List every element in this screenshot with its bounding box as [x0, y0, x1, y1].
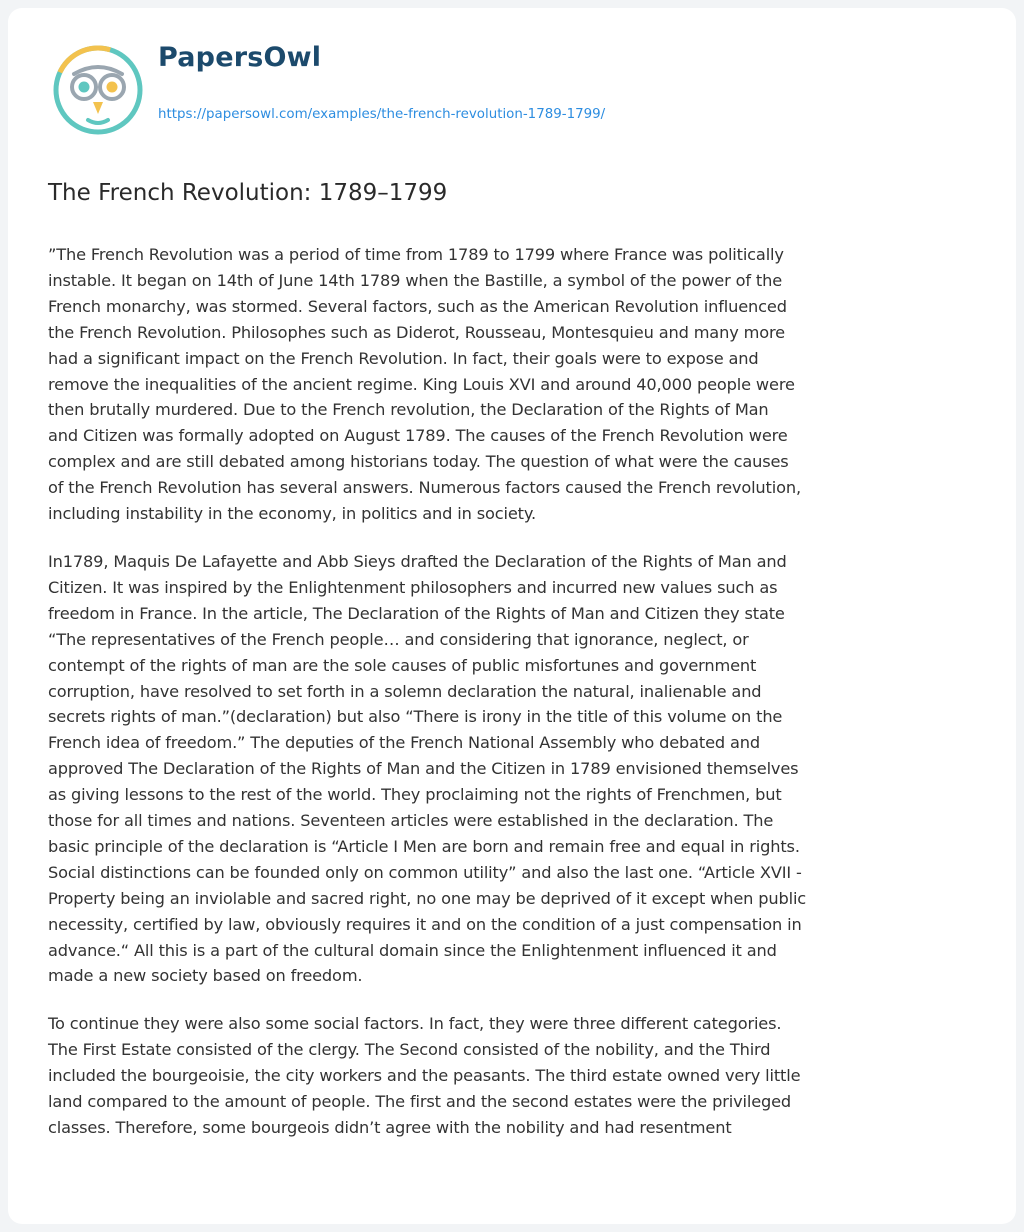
paragraph-1	[48, 242, 988, 527]
text-line: land compared to the amount of people. The first and the second estates were the privileged	[48, 1092, 792, 1112]
text-line: secrets rights of man.”(declaration) but also “There is irony in the title of this volume on the	[48, 707, 783, 727]
text-line: those for all times and nations. Seventeen articles were established in the declaration. The	[48, 811, 774, 831]
text-line: corruption, have resolved to set forth in a solemn declaration the natural, inalienable and	[48, 681, 762, 701]
owl-logo-icon[interactable]	[52, 44, 144, 136]
text-line: necessity, certified by law, obviously requires it and on the condition of a just compensation in	[48, 914, 802, 934]
text-line: of the French Revolution has several answers. Numerous factors caused the French revolution,	[48, 478, 801, 498]
text-line: freedom in France. In the article, The Declaration of the Rights of Man and Citizen they state	[48, 603, 785, 623]
text-line: Citizen. It was inspired by the Enlightenment philosophers and incurred new values such as	[48, 577, 778, 597]
text-line: French idea of freedom.” The deputies of the French National Assembly who debated and	[48, 733, 761, 753]
text-line: included the bourgeoisie, the city workers and the peasants. The third estate owned very little	[48, 1066, 801, 1086]
text-line: then brutally murdered. Due to the French revolution, the Declaration of the Rights of Man	[48, 400, 769, 420]
text-line: basic principle of the declaration is “Article I Men are born and remain free and equal in rights.	[48, 836, 800, 856]
text-line: made a new society based on freedom.	[48, 966, 363, 986]
paragraph-2	[48, 549, 988, 989]
text-line: Property being an inviolable and sacred right, no one may be deprived of it except when public	[48, 888, 807, 908]
text-line: “The representatives of the French people… and considering that ignorance, neglect, or	[48, 629, 749, 649]
text-line: classes. Therefore, some bourgeois didn’t agree with the nobility and had resentment	[48, 1118, 732, 1137]
text-line: remove the inequalities of the ancient regime. King Louis XVI and around 40,000 people were	[48, 374, 795, 394]
paragraph-3	[48, 1011, 988, 1141]
text-line: complex and are still debated among historians today. The question of what were the causes	[48, 452, 789, 472]
text-line: The First Estate consisted of the clergy. The Second consisted of the nobility, and the Third	[48, 1040, 771, 1060]
text-line: as giving lessons to the rest of the world. They proclaiming not the rights of Frenchmen, but	[48, 785, 782, 805]
text-line: including instability in the economy, in politics and in society.	[48, 504, 536, 524]
text-line: advance.“ All this is a part of the cultural domain since the Enlightenment influenced it and	[48, 940, 777, 960]
essay-body	[48, 242, 988, 1163]
essay-page	[8, 8, 1016, 1224]
text-line: To continue they were also some social factors. In fact, they were three different categories.	[48, 1014, 782, 1034]
text-line: ”The French Revolution was a period of time from 1789 to 1799 where France was politically	[48, 245, 784, 264]
text-line: contempt of the rights of man are the sole causes of public misfortunes and government	[48, 655, 757, 675]
text-line: In1789, Maquis De Lafayette and Abb Sieys drafted the Declaration of the Rights of Man and	[48, 551, 787, 571]
text-line: Social distinctions can be founded only on common utility” and also the last one. “Article XVII -	[48, 862, 802, 882]
text-line: had a significant impact on the French Revolution. In fact, their goals were to expose and	[48, 348, 759, 368]
text-line: and Citizen was formally adopted on August 1789. The causes of the French Revolution were	[48, 426, 788, 446]
text-line: instable. It began on 14th of June 14th 1789 when the Bastille, a symbol of the power of the	[48, 270, 783, 290]
site-header	[8, 8, 1016, 158]
source-url-link[interactable]: https://papersowl.com/examples/the-french-revolution-1789-1799/	[158, 107, 606, 122]
page-title: The French Revolution: 1789–1799	[48, 180, 448, 206]
text-line: the French Revolution. Philosophes such as Diderot, Rousseau, Montesquieu and many more	[48, 322, 785, 342]
text-line: French monarchy, was stormed. Several factors, such as the American Revolution influenced	[48, 296, 787, 316]
brand-name[interactable]: PapersOwl	[158, 42, 322, 73]
text-line: approved The Declaration of the Rights of Man and the Citizen in 1789 envisioned themselves	[48, 759, 799, 779]
